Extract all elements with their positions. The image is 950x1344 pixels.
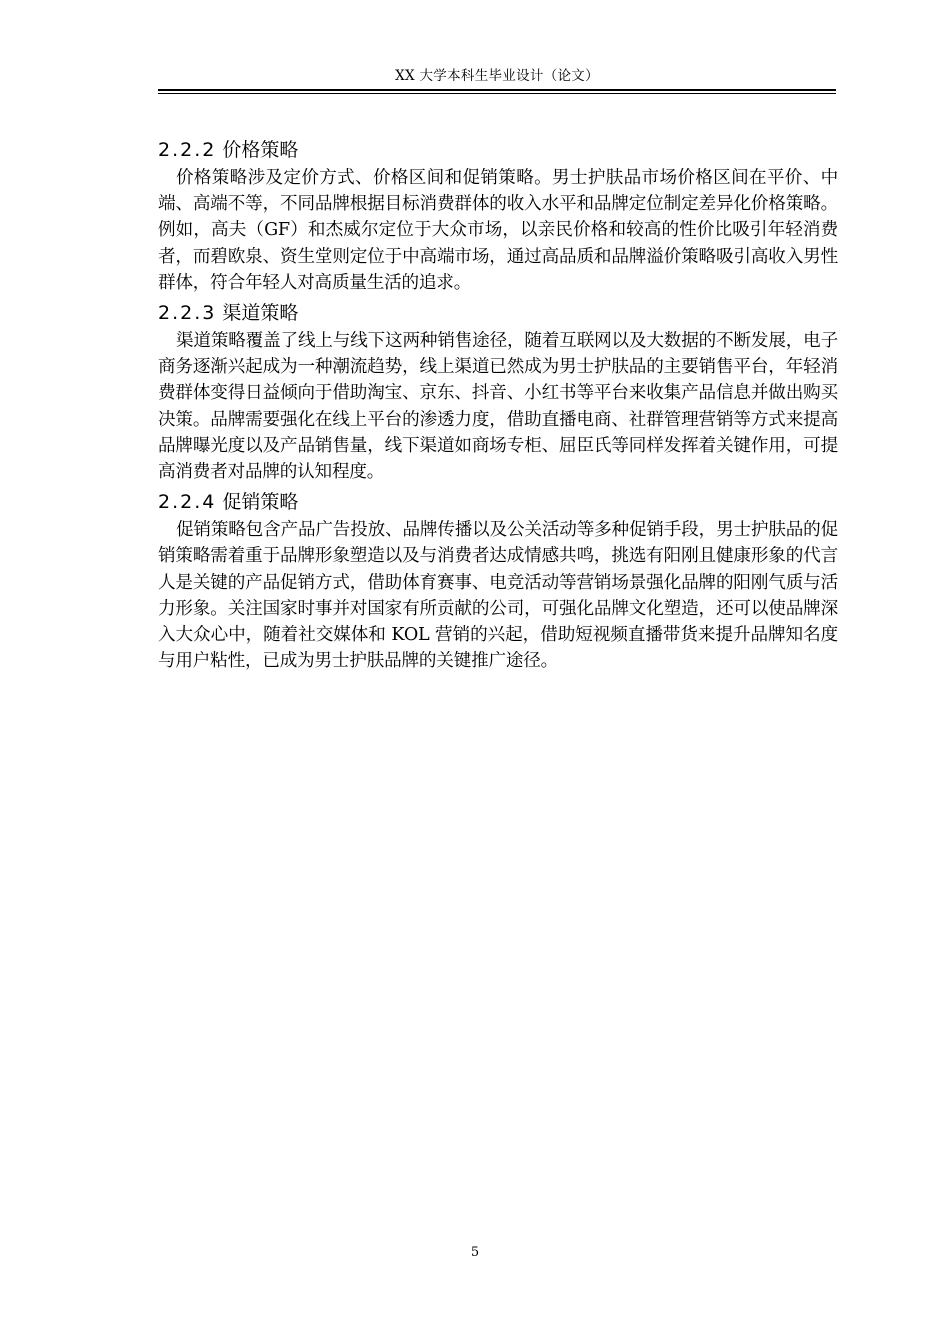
section-title: 价格策略 [222,139,299,161]
section-number: 2.2.4 [158,491,217,514]
section-heading [158,299,838,327]
section-paragraph: 价格策略涉及定价方式、价格区间和促销策略。男士护肤品市场价格区间在平价、中端、高端不等，不同品牌根据目标消费群体的收入水平和品牌定位制定差异化价格策略。例如，高夫（GF）和杰威尔定位于大众市场，以亲民价格和较高的性价比吸引年轻消费者，而碧欧泉、资生堂则定位于中高端市场，通过高品质和品牌溢价策略吸引高收入男性群体，符合年轻人对高质量生活的追求。 [158,168,838,293]
header-rule-thick [158,89,836,91]
section-paragraph: 促销策略包含产品广告投放、品牌传播以及公关活动等多种促销手段，男士护肤品的促销策略需着重于品牌形象塑造以及与消费者达成情感共鸣，挑选有阳刚且健康形象的代言人是关键的产品促销方式，借助体育赛事、电竞活动等营销场景强化品牌的阳刚气质与活力形象。关注国家时事并对国家有所贡献的公司，可强化品牌文化塑造，还可以使品牌深入大众心中，随着社交媒体和 KOL 营销的兴起，借助短视频直播带货来提升品牌知名度与用户粘性，已成为男士护肤品牌的关键推广途径。 [158,520,838,672]
section-heading [158,488,838,516]
section-number: 2.2.2 [158,139,217,161]
section-paragraph: 渠道策略覆盖了线上与线下这两种销售途径，随着互联网以及大数据的不断发展，电子商务逐渐兴起成为一种潮流趋势，线上渠道已然成为男士护肤品的主要销售平台，年轻消费群体变得日益倾向于借助淘宝、京东、抖音、小红书等平台来收集产品信息并做出购买决策。品牌需要强化在线上平台的渗透力度，借助直播电商、社群管理营销等方式来提高品牌曝光度以及产品销售量，线下渠道如商场专柜、屈臣氏等同样发挥着关键作用，可提高消费者对品牌的认知程度。 [158,331,838,483]
section-title: 渠道策略 [222,302,299,325]
section-promotion-strategy [158,488,838,674]
section-heading [158,136,838,164]
section-price-strategy [158,136,838,296]
header-rule-thin [158,93,836,94]
page-header-title: XX 大学本科生毕业设计（论文） [395,68,599,84]
section-channel-strategy [158,299,838,485]
section-title: 促销策略 [222,491,299,514]
section-number: 2.2.3 [158,302,217,325]
document-body [158,136,838,677]
page-number: 5 [470,1245,480,1260]
